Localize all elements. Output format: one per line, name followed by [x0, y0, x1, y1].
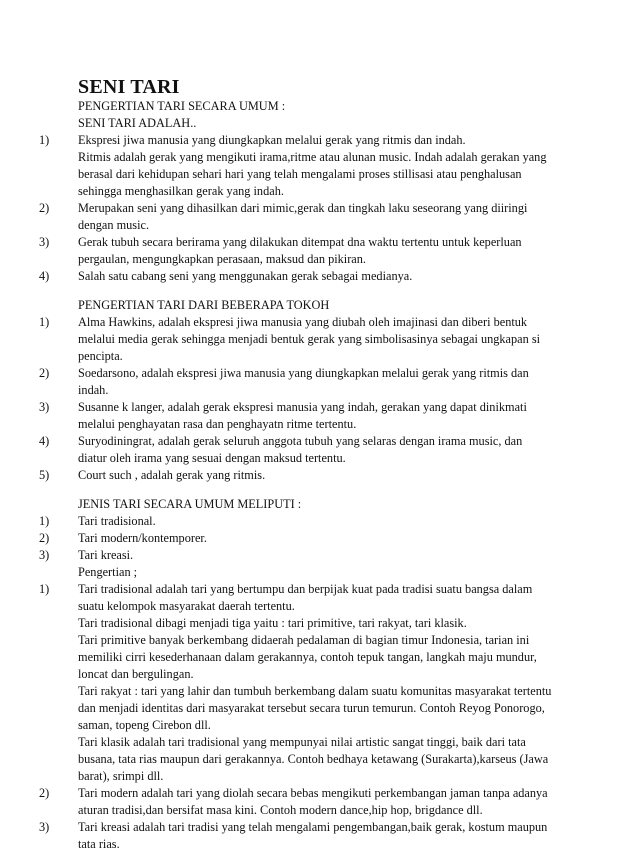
line-text: Suryodiningrat, adalah gerak seluruh anggota tubuh yang selaras dengan irama music, dan	[78, 434, 523, 448]
line-text: Tari rakyat : tari yang lahir dan tumbuh berkembang dalam suatu komunitas masyarakat tertentu	[78, 684, 552, 698]
line-text: melalui penghayatan rasa dan penghayatn ritme tertentu.	[78, 417, 357, 431]
list-item-line	[0, 382, 638, 399]
line-text: PENGERTIAN TARI SECARA UMUM :	[78, 99, 286, 113]
list-item-line	[0, 467, 638, 484]
list-item-line	[0, 615, 638, 632]
list-number: 1)	[39, 315, 50, 329]
line-text: Pengertian ;	[78, 565, 138, 579]
list-item-line	[0, 348, 638, 365]
page-title: SENI TARI	[78, 76, 180, 98]
line-text: sehingga menghasilkan gerak yang indah.	[78, 184, 284, 198]
list-item-line	[0, 547, 638, 564]
list-item-line	[0, 132, 638, 149]
line-text: Ekspresi jiwa manusia yang diungkapkan melalui gerak yang ritmis dan indah.	[78, 133, 466, 147]
line-text: indah.	[78, 383, 109, 397]
list-number: 2)	[39, 531, 50, 545]
line-text: JENIS TARI SECARA UMUM MELIPUTI :	[78, 497, 302, 511]
list-item-line	[0, 251, 638, 268]
line-text: Ritmis adalah gerak yang mengikuti irama,ritme atau alunan music. Indah adalah gerakan yang	[78, 150, 547, 164]
section-heading	[0, 98, 638, 115]
list-item-line	[0, 268, 638, 285]
list-item-line	[0, 836, 638, 853]
line-text: Alma Hawkins, adalah ekspresi jiwa manusia yang diubah oleh imajinasi dan diberi bentuk	[78, 315, 528, 329]
list-item-line	[0, 314, 638, 331]
list-number: 2)	[39, 366, 50, 380]
list-item-line	[0, 581, 638, 598]
list-number: 1)	[39, 514, 50, 528]
list-number: 3)	[39, 820, 50, 834]
line-text: Tari kreasi adalah tari tradisi yang telah mengalami pengembangan,baik gerak, kostum maupun	[78, 820, 548, 834]
list-number: 3)	[39, 400, 50, 414]
line-text: pencipta.	[78, 349, 123, 363]
line-text: melalui media gerak sehingga menjadi bentuk gerak yang simbolisasinya sebagai ungkapan si	[78, 332, 541, 346]
line-text: berasal dari kehidupan sehari hari yang telah mengalami proses stillisasi atau penghalusan	[78, 167, 522, 181]
list-number: 2)	[39, 786, 50, 800]
section-subheading	[0, 115, 638, 132]
list-item-line	[0, 734, 638, 751]
list-item-line	[0, 450, 638, 467]
line-text: diatur oleh irama yang sesuai dengan maksud tertentu.	[78, 451, 346, 465]
list-item-line	[0, 717, 638, 734]
line-text: SENI TARI ADALAH..	[78, 116, 197, 130]
list-item-line	[0, 632, 638, 649]
section-heading	[0, 496, 638, 513]
list-item-line	[0, 416, 638, 433]
section-spacer	[0, 484, 638, 496]
list-item-line	[0, 802, 638, 819]
list-item-line	[0, 513, 638, 530]
list-number: 3)	[39, 548, 50, 562]
document-body	[0, 98, 638, 853]
line-text: Gerak tubuh secara berirama yang dilakukan ditempat dna waktu tertentu untuk keperluan	[78, 235, 522, 249]
line-text: memiliki cirri kesederhanaan dalam gerakannya, contoh tepuk tangan, langkah maju mundur,	[78, 650, 537, 664]
line-text: suatu kelompok masyarakat daerah tertentu.	[78, 599, 295, 613]
list-item-line	[0, 683, 638, 700]
line-text: pergaulan, mengungkapkan perasaan, maksud dan pikiran.	[78, 252, 366, 266]
line-text: Tari tradisional dibagi menjadi tiga yaitu : tari primitive, tari rakyat, tari klasik.	[78, 616, 467, 630]
line-text: Tari kreasi.	[78, 548, 134, 562]
line-text: busana, tata rias maupun dari gerakannya. Contoh bedhaya ketawang (Surakarta),karseus (Jawa	[78, 752, 549, 766]
list-number: 3)	[39, 235, 50, 249]
list-number: 5)	[39, 468, 50, 482]
line-text: Tari klasik adalah tari tradisional yang mempunyai nilai artistic sangat tinggi, baik dari tata	[78, 735, 526, 749]
list-item-line	[0, 399, 638, 416]
section-heading	[0, 297, 638, 314]
list-item-line	[0, 751, 638, 768]
list-item-line	[0, 768, 638, 785]
line-text: PENGERTIAN TARI DARI BEBERAPA TOKOH	[78, 298, 330, 312]
line-text: loncat dan bergulingan.	[78, 667, 194, 681]
line-text: Tari modern adalah tari yang diolah secara bebas mengikuti perkembangan jaman tanpa adanya	[78, 786, 548, 800]
list-number: 4)	[39, 269, 50, 283]
list-item-line	[0, 331, 638, 348]
line-text: Tari tradisional.	[78, 514, 156, 528]
line-text: Tari tradisional adalah tari yang bertumpu dan berpijak kuat pada tradisi suatu bangsa dalam	[78, 582, 533, 596]
list-item-line	[0, 183, 638, 200]
list-item-line	[0, 234, 638, 251]
list-number: 2)	[39, 201, 50, 215]
list-item-line	[0, 433, 638, 450]
list-number: 4)	[39, 434, 50, 448]
list-item-line	[0, 166, 638, 183]
line-text: Tari modern/kontemporer.	[78, 531, 207, 545]
list-item-line	[0, 700, 638, 717]
line-text: dan menjadi identitas dari masyarakat tersebut secara turun temurun. Contoh Reyog Ponorogo,	[78, 701, 545, 715]
section-subheading	[0, 564, 638, 581]
list-item-line	[0, 365, 638, 382]
line-text: aturan tradisi,dan bersifat masa kini. Contoh modern dance,hip hop, brigdance dll.	[78, 803, 483, 817]
line-text: tata rias.	[78, 837, 120, 851]
line-text: saman, topeng Cirebon dll.	[78, 718, 211, 732]
list-number: 1)	[39, 582, 50, 596]
list-item-line	[0, 666, 638, 683]
list-item-line	[0, 217, 638, 234]
line-text: Court such , adalah gerak yang ritmis.	[78, 468, 266, 482]
list-item-line	[0, 530, 638, 547]
list-item-line	[0, 785, 638, 802]
line-text: Soedarsono, adalah ekspresi jiwa manusia yang diungkapkan melalui gerak yang ritmis dan	[78, 366, 529, 380]
line-text: Susanne k langer, adalah gerak ekspresi manusia yang indah, gerakan yang dapat dinikmati	[78, 400, 527, 414]
line-text: dengan music.	[78, 218, 150, 232]
line-text: Tari primitive banyak berkembang didaerah pedalaman di bagian timur Indonesia, tarian ini	[78, 633, 530, 647]
line-text: Merupakan seni yang dihasilkan dari mimic,gerak dan tingkah laku seseorang yang diiringi	[78, 201, 528, 215]
section-spacer	[0, 285, 638, 297]
list-item-line	[0, 598, 638, 615]
line-text: barat), srimpi dll.	[78, 769, 164, 783]
list-item-line	[0, 200, 638, 217]
list-item-line	[0, 649, 638, 666]
line-text: Salah satu cabang seni yang menggunakan gerak sebagai medianya.	[78, 269, 413, 283]
list-item-line	[0, 819, 638, 836]
list-item-line	[0, 149, 638, 166]
list-number: 1)	[39, 133, 50, 147]
